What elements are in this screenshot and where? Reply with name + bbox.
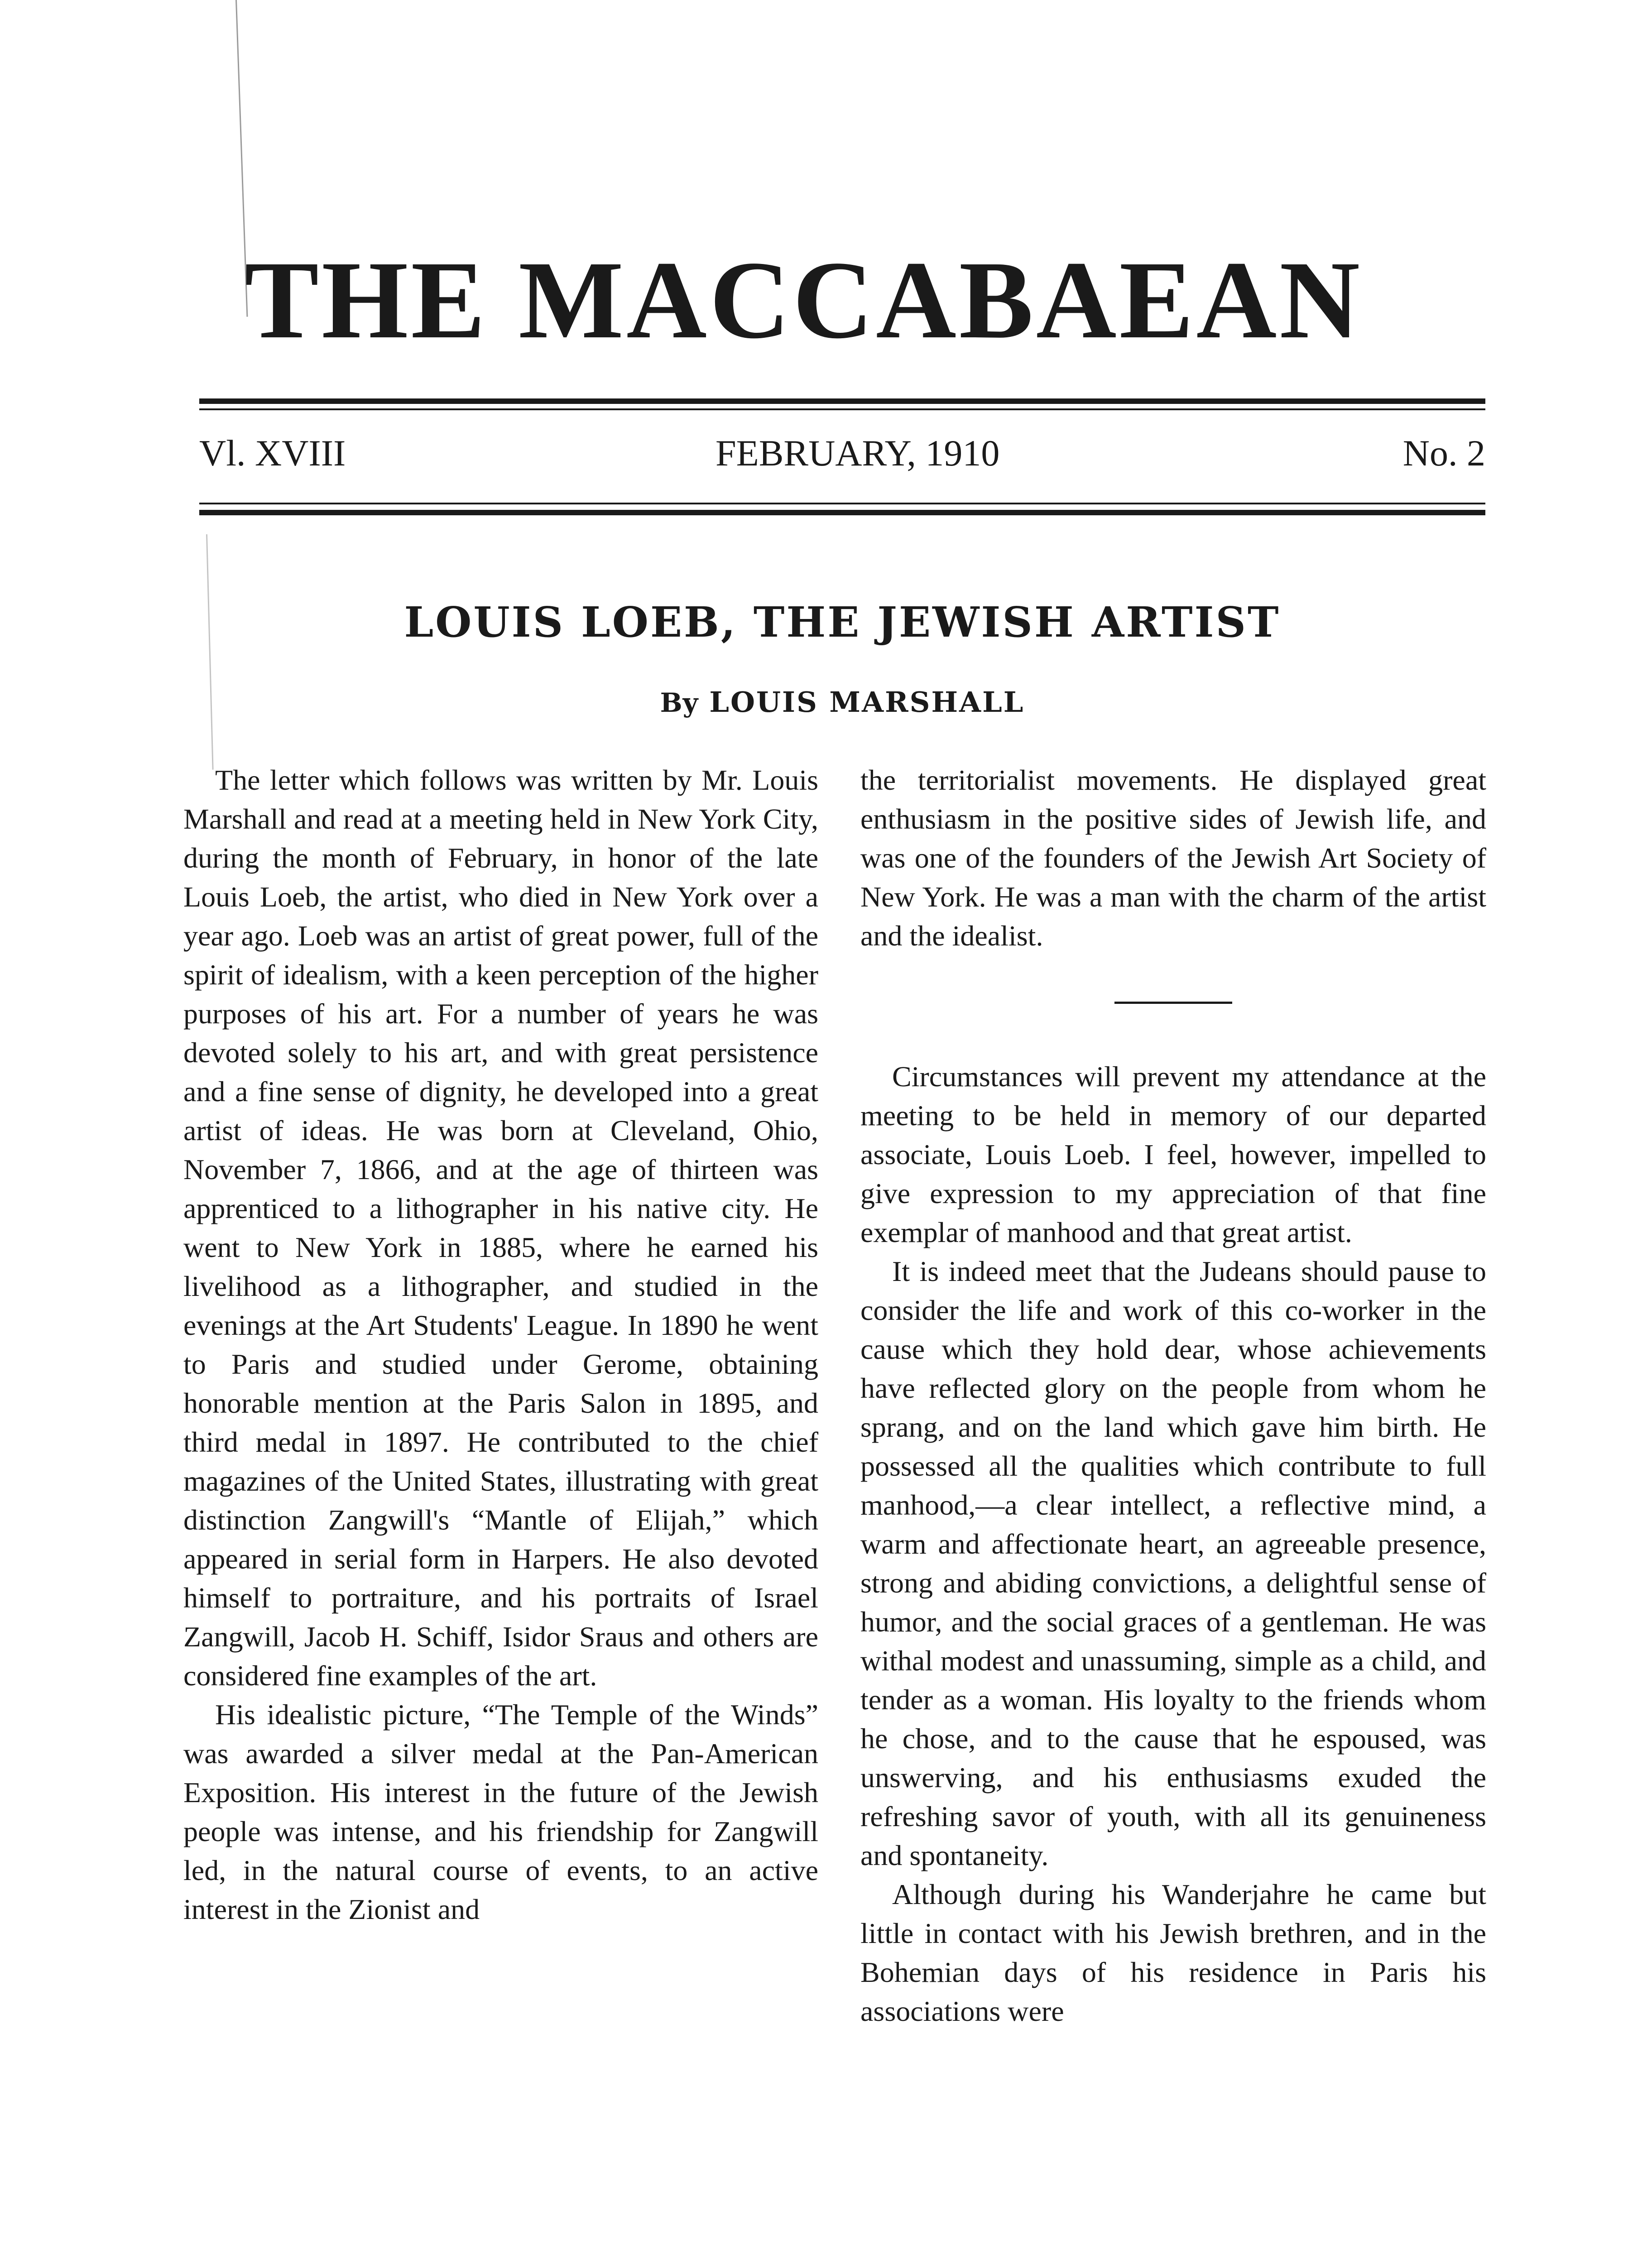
intro-paragraph-continued: the territorialist movements. He displayed great enthusiasm in the positive sides of Jewish life, and was one of the founders of the Jewish Art Society of New York. He was a man with the charm of the artist and the idealist. bbox=[860, 764, 1486, 952]
scan-edge-line bbox=[206, 534, 214, 770]
article-byline bbox=[199, 686, 1485, 719]
letter-paragraph: Circumstances will prevent my attendance at the meeting to be held in memory of our departed associate, Louis Loeb. I feel, however, impelled to give expression to my appreciation of that fine exemplar of manhood and that great artist. bbox=[860, 1060, 1486, 1248]
masthead-rule-top-thin bbox=[199, 408, 1485, 410]
byline-prefix: By bbox=[660, 687, 699, 718]
volume-number: Vl. XVIII bbox=[199, 432, 346, 474]
left-column bbox=[183, 761, 818, 1929]
right-column bbox=[860, 761, 1486, 2031]
letter-paragraph: Although during his Wanderjahre he came but little in contact with his Jewish brethren, and in the Bohemian days of his residence in Paris his associations were bbox=[860, 1878, 1486, 2027]
intro-paragraph: The letter which follows was written by Mr. Louis Marshall and read at a meeting held in New York City, during the month of February, in honor of the late Louis Loeb, the artist, who died in New York over a year ago. Loeb was an artist of great power, full of the spirit of idealism, with a keen perception of the higher purposes of his art. For a number of years he was devoted solely to his art, and with great persistence and a fine sense of dignity, he developed into a great artist of ideas. He was born at Cleveland, Ohio, November 7, 1866, and at the age of thirteen was apprenticed to a lithographer in his native city. He went to New York in 1885, where he earned his livelihood as a lithographer, and studied in the evenings at the Art Students' League. In 1890 he went to Paris and studied under Gerome, obtaining honorable mention at the Paris Salon in 1895, and third medal in 1897. He contributed to the chief magazines of the United States, illustrating with great distinction Zangwill's “Mantle of Elijah,” which appeared in serial form in Harpers. He also devoted himself to portraiture, and his portraits of Israel Zangwill, Jacob H. Schiff, Isidor Sraus and others are considered fine examples of the art. bbox=[183, 764, 818, 1692]
byline-author: LOUIS MARSHALL bbox=[709, 686, 1025, 719]
issue-line bbox=[199, 432, 1485, 475]
article-title: LOUIS LOEB, THE JEWISH ARTIST bbox=[404, 598, 1281, 647]
masthead-rule-top bbox=[199, 398, 1485, 404]
issue-number: No. 2 bbox=[1402, 432, 1485, 474]
masthead-title: THE MACCABAEAN bbox=[245, 239, 1363, 362]
section-separator bbox=[1114, 1002, 1232, 1004]
intro-paragraph: His idealistic picture, “The Temple of the Winds” was awarded a silver medal at the Pan-American Exposition. His interest in the future of the Jewish people was intense, and his friendship for Zangwill led, in the natural course of events, to an active interest in the Zionist and bbox=[183, 1698, 818, 1925]
masthead-rule-bottom-thin bbox=[199, 503, 1485, 504]
masthead-rule-bottom bbox=[199, 510, 1485, 515]
letter-paragraph: It is indeed meet that the Judeans should pause to consider the life and work of this co-worker in the cause which they hold dear, whose achievements have reflected glory on the people from whom he sprang, and on the land which gave him birth. He possessed all the qualities which contribute to full manhood,—a clear intellect, a reflective mind, a warm and affectionate heart, an agreeable presence, strong and abiding convictions, a delightful sense of humor, and the social graces of a gentleman. He was withal modest and unassuming, simple as a child, and tender as a woman. His loyalty to the friends whom he chose, and to the cause that he espoused, was unswerving, and his enthusiasms exuded the refreshing savor of youth, with all its genuineness and spontaneity. bbox=[860, 1255, 1486, 1871]
issue-date: FEBRUARY, 1910 bbox=[716, 432, 1000, 474]
